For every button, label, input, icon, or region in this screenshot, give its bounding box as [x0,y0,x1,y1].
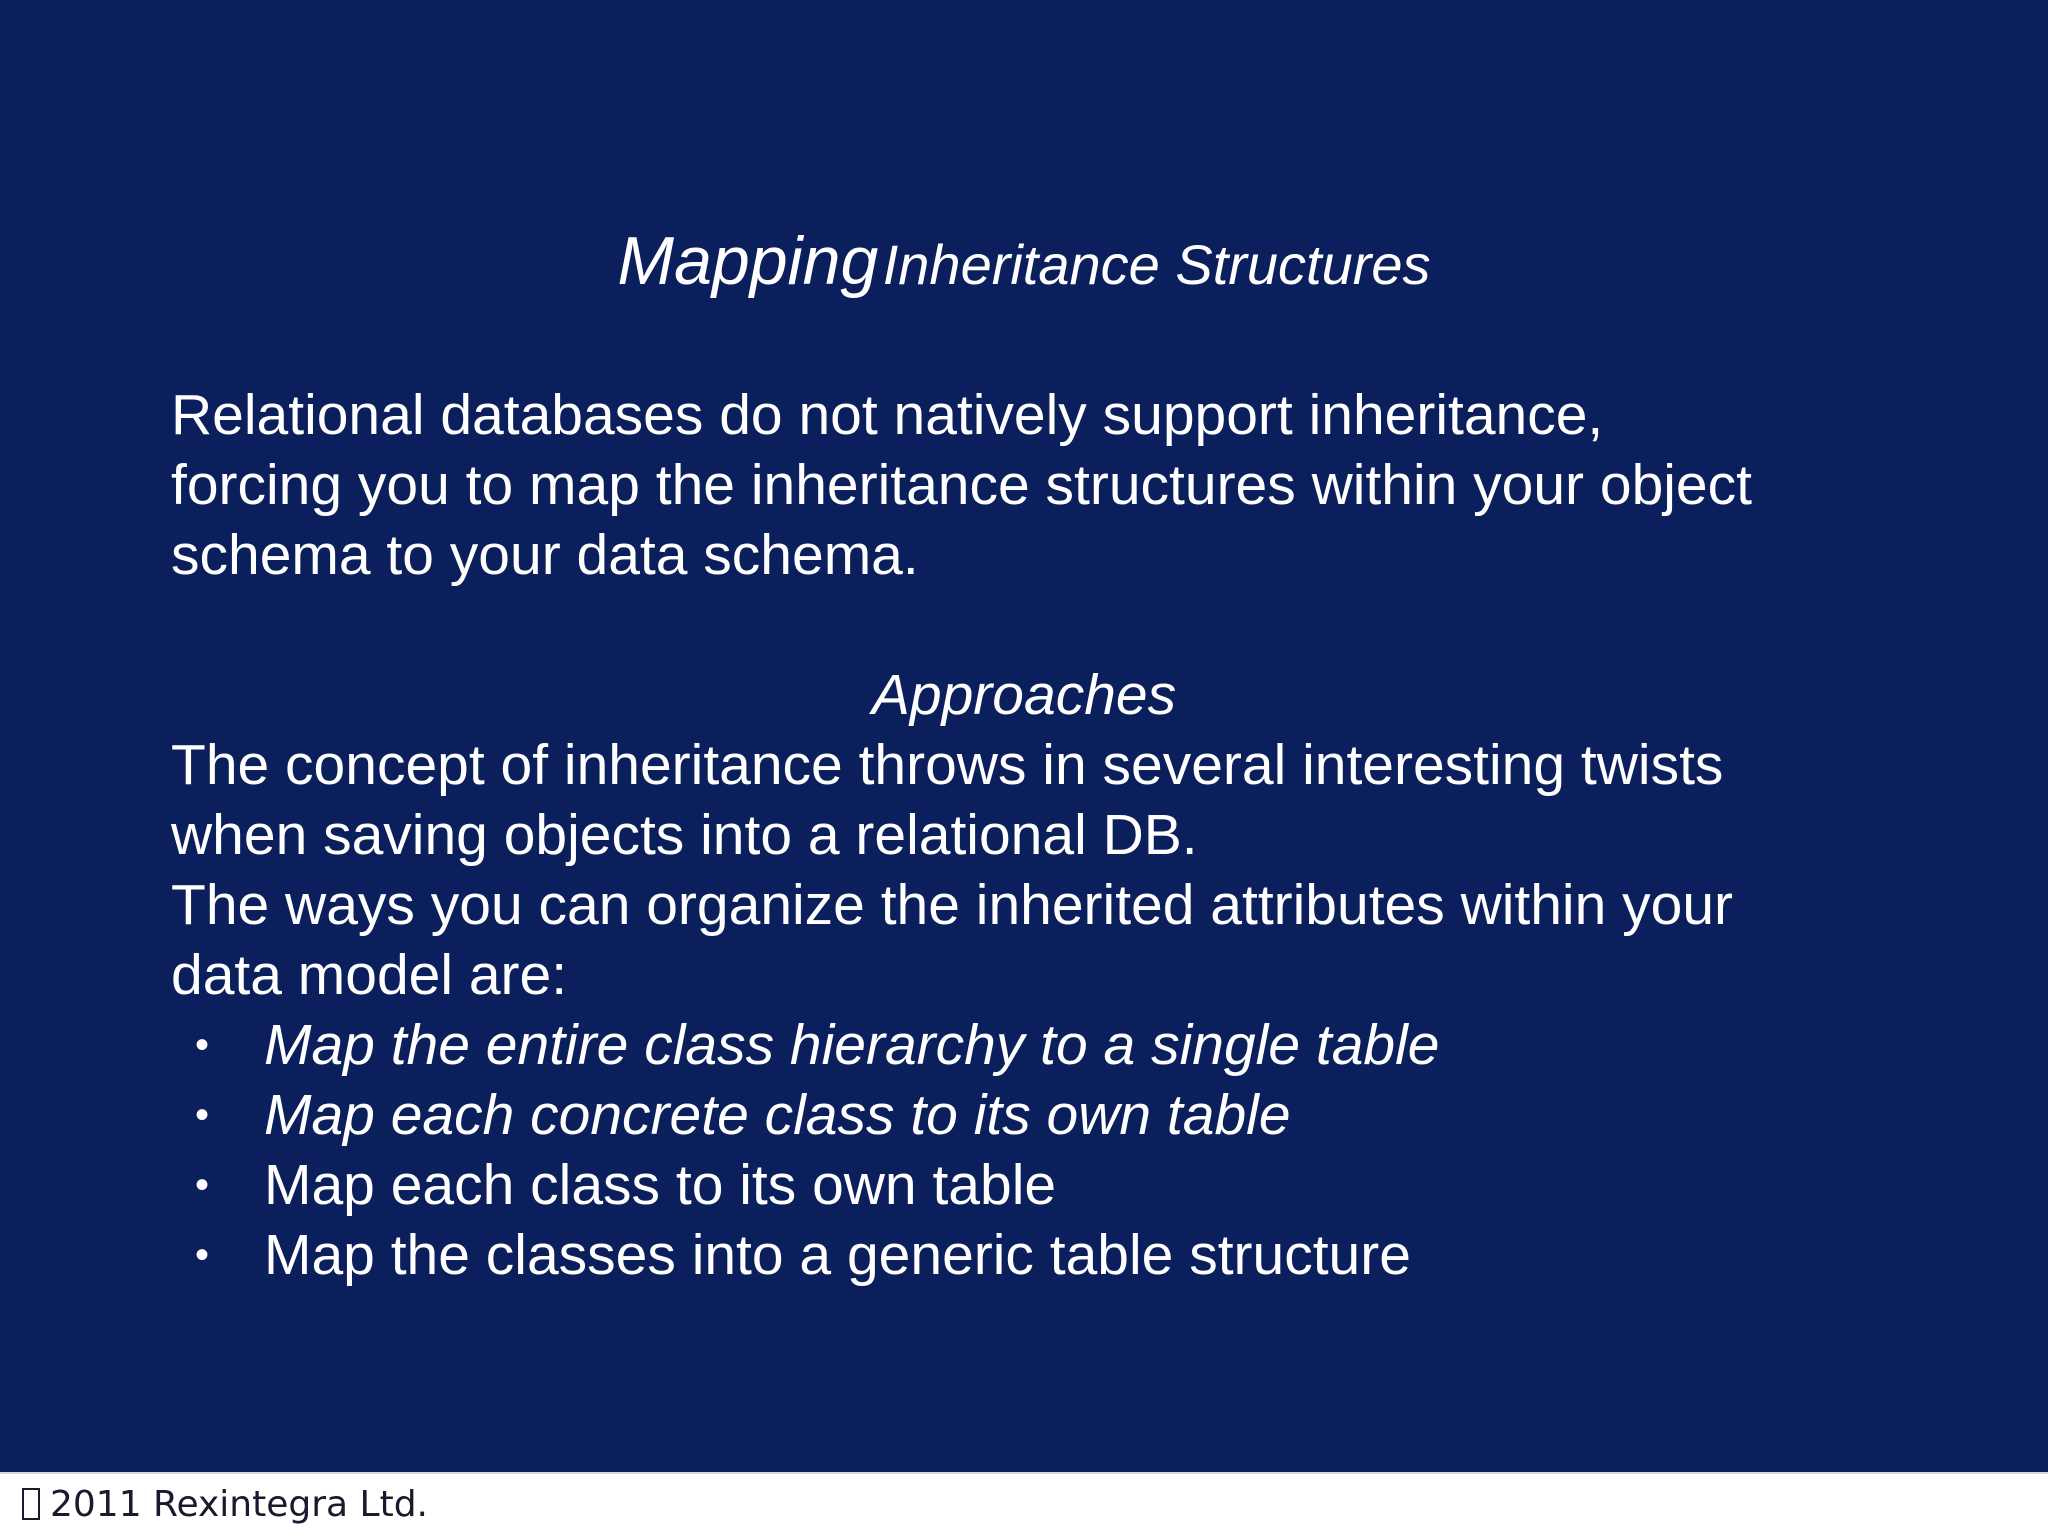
body-line: data model are: [171,943,568,1007]
footer [0,1472,2048,1536]
bullet-icon: • [195,1093,210,1137]
body-line: The concept of inheritance throws in several interesting twists [171,733,1724,797]
list-item [171,1080,1439,1150]
title-first-word: Mapping [617,223,879,299]
bullet-icon: • [195,1163,210,1207]
intro-line: Relational databases do not natively support inheritance, [171,383,1604,447]
list-item-text: Map the classes into a generic table structure [264,1223,1411,1287]
intro-paragraph [171,380,2031,590]
intro-line: schema to your data schema. [171,523,919,587]
bullet-list [171,1010,1439,1290]
bullet-icon: • [195,1233,210,1277]
copyright-notice [22,1484,428,1525]
list-item-text: Map each concrete class to its own table [264,1083,1291,1147]
list-item-text: Map the entire class hierarchy to a single table [264,1013,1440,1077]
list-item [171,1150,1439,1220]
body-paragraph [171,730,2031,1010]
title-rest: Inheritance Structures [882,233,1431,296]
list-item [171,1010,1439,1080]
copyright-text: 2011 Rexintegra Ltd. [50,1484,428,1525]
section-heading: Approaches [871,663,1177,727]
intro-line: forcing you to map the inheritance structures within your object [171,453,1752,517]
copyright-icon [22,1488,40,1520]
slide-title [0,222,2048,300]
list-item-text: Map each class to its own table [264,1153,1057,1217]
bullet-icon: • [195,1023,210,1067]
body-line: The ways you can organize the inherited attributes within your [171,873,1734,937]
body-line: when saving objects into a relational DB. [171,803,1198,867]
list-item [171,1220,1439,1290]
